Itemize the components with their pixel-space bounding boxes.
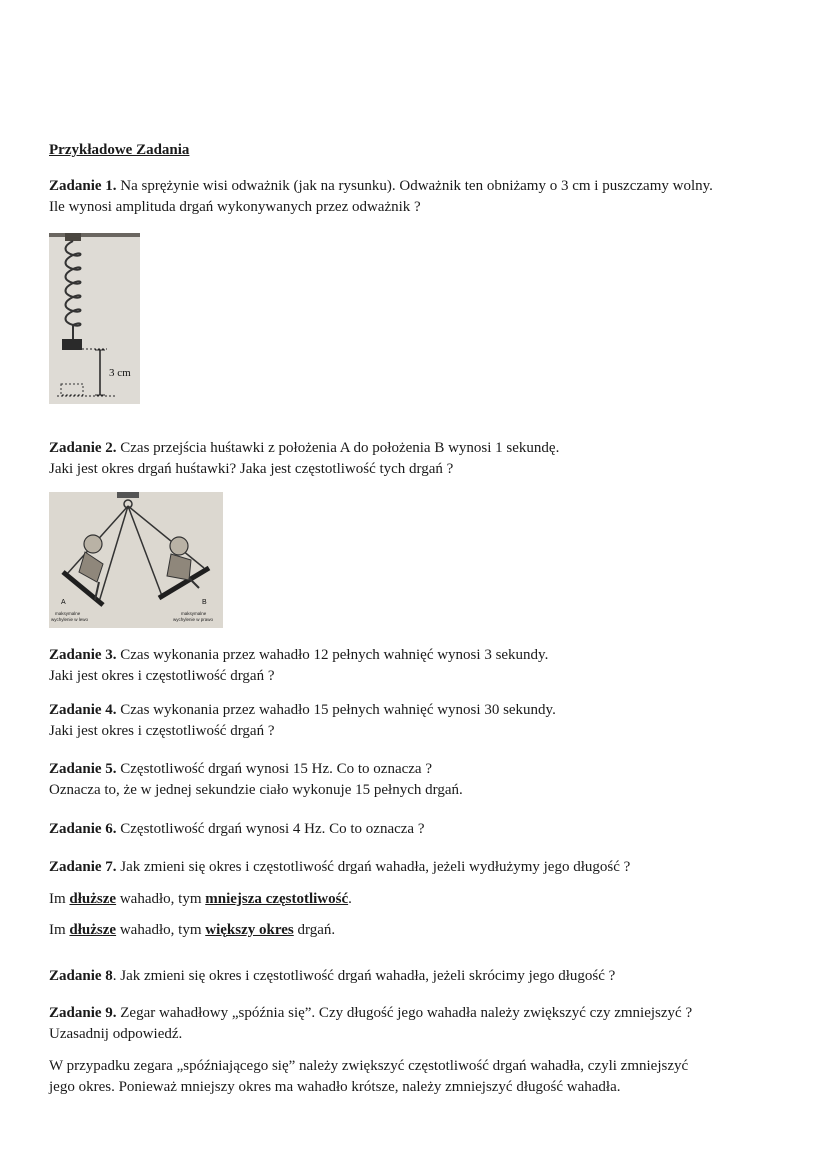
task-5-answer: Oznacza to, że w jednej sekundzie ciało wykonuje 15 pełnych drgań. — [49, 782, 463, 798]
swing-figure — [49, 492, 223, 628]
dimension-label: 3 cm — [109, 367, 131, 379]
label-b: B — [202, 599, 207, 606]
task-2-text: Czas przejścia huśtawki z położenia A do położenia B wynosi 1 sekundę. — [116, 440, 560, 456]
caption-a-line2: wychylenie w lewo — [51, 617, 89, 622]
task-2 — [49, 438, 794, 480]
task-6-text: Częstotliwość drgań wynosi 4 Hz. Co to oznacza ? — [116, 821, 425, 837]
caption-b-line2: wychylenie w prawo — [173, 617, 214, 622]
task-9-answer-line1: W przypadku zegara „spóźniającego się” należy zwiększyć częstotliwość drgań wahadła, czyli zmniejszyć — [49, 1058, 689, 1074]
task-2-question: Jaki jest okres drgań huśtawki? Jaka jest częstotliwość tych drgań ? — [49, 461, 454, 477]
task-9-instruction: Uzasadnij odpowiedź. — [49, 1026, 183, 1042]
task-2-label: Zadanie 2. — [49, 440, 117, 456]
emphasis-longer-period: większy okres — [205, 922, 294, 938]
task-4-question: Jaki jest okres i częstotliwość drgań ? — [49, 723, 275, 739]
task-8-text: . Jak zmieni się okres i częstotliwość drgań wahadła, jeżeli skrócimy jego długość ? — [112, 968, 616, 984]
task-3-text: Czas wykonania przez wahadło 12 pełnych wahnięć wynosi 3 sekundy. — [116, 647, 549, 663]
task-9-answer — [49, 1056, 794, 1098]
caption-b-line1: maksymalne — [181, 611, 207, 616]
task-7-label: Zadanie 7. — [49, 859, 117, 875]
task-4-label: Zadanie 4. — [49, 702, 117, 718]
task-7 — [49, 857, 794, 878]
task-7-answer-1: Im dłuższe wahadło, tym mniejsza częstotliwość. — [49, 891, 352, 907]
task-8-label: Zadanie 8 — [49, 968, 113, 984]
task-6 — [49, 819, 794, 840]
task-5-label: Zadanie 5. — [49, 761, 117, 777]
task-9-text: Zegar wahadłowy „spóźnia się”. Czy długość jego wahadła należy zwiększyć czy zmniejszyć ? — [116, 1005, 693, 1021]
caption-a-line1: maksymalne — [55, 611, 81, 616]
task-1-question: Ile wynosi amplituda drgań wykonywanych przez odważnik ? — [49, 199, 421, 215]
task-9-answer-line2: jego okres. Ponieważ mniejszy okres ma wahadło krótsze, należy zmniejszyć długość wahadła. — [49, 1079, 621, 1095]
task-4 — [49, 700, 794, 742]
task-3-label: Zadanie 3. — [49, 647, 117, 663]
page-heading: Przykładowe Zadania — [49, 142, 190, 158]
label-a: A — [61, 599, 66, 606]
spring-figure — [49, 233, 140, 404]
task-3 — [49, 645, 794, 687]
task-1-text: Na sprężynie wisi odważnik (jak na rysunku). Odważnik ten obniżamy o 3 cm i puszczamy wolny. — [116, 178, 713, 194]
emphasis-longer: dłuższe — [69, 891, 117, 907]
task-4-text: Czas wykonania przez wahadło 15 pełnych wahnięć wynosi 30 sekundy. — [116, 702, 556, 718]
task-9 — [49, 1003, 794, 1045]
weight-block — [62, 339, 82, 350]
task-7-answer-2: Im dłuższe wahadło, tym większy okres drgań. — [49, 922, 336, 938]
task-1-label: Zadanie 1. — [49, 178, 117, 194]
task-8 — [49, 966, 794, 987]
task-6-label: Zadanie 6. — [49, 821, 117, 837]
emphasis-longer-2: dłuższe — [69, 922, 117, 938]
task-7-text: Jak zmieni się okres i częstotliwość drgań wahadła, jeżeli wydłużymy jego długość ? — [116, 859, 631, 875]
emphasis-lower-frequency: mniejsza częstotliwość — [205, 891, 349, 907]
task-1 — [49, 176, 794, 218]
task-3-question: Jaki jest okres i częstotliwość drgań ? — [49, 668, 275, 684]
task-9-label: Zadanie 9. — [49, 1005, 117, 1021]
task-5-text: Częstotliwość drgań wynosi 15 Hz. Co to oznacza ? — [116, 761, 432, 777]
task-5 — [49, 759, 794, 801]
